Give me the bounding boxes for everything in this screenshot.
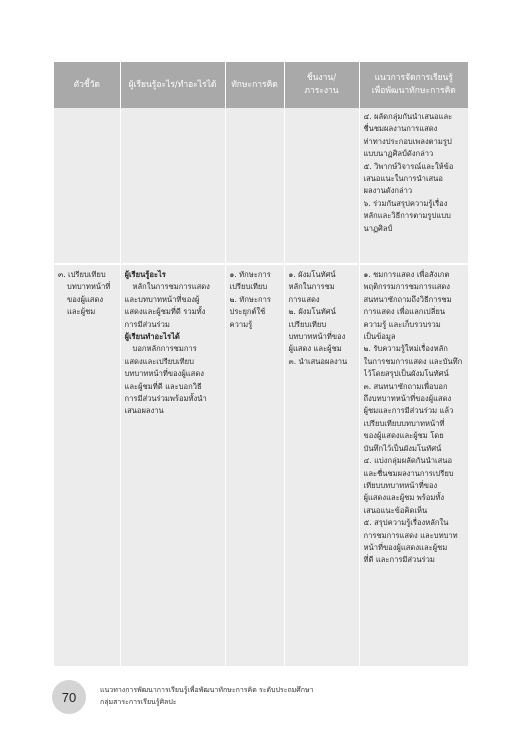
learning-line: บอกหลักการชมการ — [132, 344, 197, 354]
learning-line: และผู้ชมที่ดี และบอกวิธี — [124, 381, 202, 391]
footer-caption — [100, 684, 480, 708]
activity-line: เสนอแนะในการนำเสนอ — [363, 174, 443, 184]
activity-line: ไว้โดยสรุปเป็นผังมโนทัศน์ — [363, 369, 449, 379]
page-number: 70 — [52, 680, 86, 714]
indicator-line: ๓. เปรียบเทียบ — [58, 270, 106, 279]
activity-line: ๔. ผลัดกลุ่มกันนำเสนอและ — [363, 112, 453, 121]
activity-line: การแสดง เพื่อแลกเปลี่ยน — [363, 307, 446, 317]
footer-line-1: แนวทางการพัฒนาการเรียนรู้เพื่อพัฒนาทักษะการคิด ระดับประถมศึกษา — [100, 686, 314, 694]
learners-do-heading: ผู้เรียนทำอะไรได้ — [124, 332, 180, 342]
activity-line: เทียบบทบาทหน้าที่ของ — [363, 480, 438, 490]
header-task: ชิ้นงาน/ ภาระงาน — [284, 62, 359, 108]
skill-line: ความรู้ — [229, 319, 253, 329]
cell-tasks — [284, 264, 359, 666]
activity-line: ๔. แบ่งกลุ่มผลัดกันนำเสนอ — [363, 456, 453, 466]
activity-line: สนทนาซักถามถึงวิธีการชม — [363, 294, 452, 304]
indicator-line: ของผู้แสดง — [67, 294, 104, 304]
learning-line: และบทบาทหน้าที่ของผู้ — [124, 294, 200, 304]
activity-line: ผลงานดังกล่าว — [363, 186, 413, 196]
task-line: ๑. ผังมโนทัศน์ — [288, 270, 336, 279]
indicator-line: บทบาทหน้าที่ — [67, 282, 111, 292]
task-line: บทบาทหน้าที่ของ — [288, 332, 346, 342]
skill-line: ประยุกต์ใช้ — [229, 307, 266, 317]
header-indicator: ตัวชี้วัด — [54, 62, 120, 108]
learning-line: แสดงและผู้ชมที่ดี รวมทั้ง — [124, 307, 206, 317]
footer-line-2: กลุ่มสาระการเรียนรู้ศิลปะ — [100, 698, 177, 706]
cell-thinking-skills — [225, 264, 284, 666]
activity-line: แบบนาฏศิลป์ดังกล่าว — [363, 149, 434, 159]
cell-indicator-empty — [54, 108, 120, 264]
activity-line: บันทึกไว้เป็นผังมโนทัศน์ — [363, 443, 442, 453]
skill-line: ๒. ทักษะการ — [229, 294, 271, 304]
activity-line: ของผู้แสดงและผู้ชม โดย — [363, 431, 444, 441]
activity-line: เปรียบเทียบบทบาทหน้าที่ — [363, 418, 445, 428]
activity-line: ๕. วิพากษ์วิจารณ์และให้ข้อ — [363, 161, 454, 171]
activity-line: ผู้ชมและการมีส่วนร่วม แล้ว — [363, 406, 454, 416]
learning-line: เสนอผลงาน — [124, 406, 164, 416]
task-line: หลักในการชม — [288, 282, 335, 292]
activity-line: ถึงบทบาทหน้าที่ของผู้แสดง — [363, 394, 452, 404]
activity-line: ๑. ชมการแสดง เพื่อสังเกต — [363, 270, 450, 279]
cell-thinking-empty — [225, 108, 284, 264]
learners-know-heading: ผู้เรียนรู้อะไร — [124, 270, 166, 279]
task-line: ผู้แสดง และผู้ชม — [288, 344, 342, 354]
activity-line: ชื่นชมผลงานการแสดง — [363, 124, 438, 134]
cell-activities — [359, 264, 468, 666]
activity-line: ความรู้ และเก็บรวบรวม — [363, 319, 441, 329]
cell-learning — [120, 264, 225, 666]
activity-line: ๕. สรุปความรู้เรื่องหลักใน — [363, 518, 449, 528]
task-line: เปรียบเทียบ — [288, 319, 327, 329]
table-row-continued — [54, 108, 468, 264]
activity-line: ท่าทางประกอบเพลงตามรูป — [363, 136, 452, 146]
activity-line: ผู้แสดงและผู้ชม พร้อมทั้ง — [363, 493, 445, 503]
activity-line: ๓. สนทนาซักถามเพื่อบอก — [363, 381, 448, 391]
activity-line: ที่ดี และการมีส่วนร่วม — [363, 555, 435, 565]
activity-line: หน้าที่ของผู้แสดงและผู้ชม — [363, 542, 448, 552]
indicator-line: และผู้ชม — [67, 307, 96, 317]
learning-line: หลักในการชมการแสดง — [132, 282, 210, 292]
learning-line: การมีส่วนร่วม — [124, 319, 170, 329]
skill-line: เปรียบเทียบ — [229, 282, 268, 292]
table-header-row — [54, 62, 468, 108]
activity-line: หลักและวิธีการตามรูปแบบ — [363, 211, 451, 221]
activity-line: เสนอแนะข้อคิดเห็น — [363, 505, 428, 515]
activity-line: ๒. รับความรู้ใหม่เรื่องหลัก — [363, 344, 448, 354]
curriculum-table — [54, 62, 468, 666]
cell-activities-continued — [359, 108, 468, 264]
activity-line: ๖. ร่วมกันสรุปความรู้เรื่อง — [363, 198, 448, 208]
learning-line: แสดงและเปรียบเทียบ — [124, 356, 194, 366]
task-line: ๒. ผังมโนทัศน์ — [288, 307, 336, 317]
cell-task-empty — [284, 108, 359, 264]
activity-line: เป็นข้อมูล — [363, 332, 396, 342]
activity-line: และชื่นชมผลงานการเปรียบ — [363, 468, 454, 478]
activity-line: ในการชมการแสดง และบันทึก — [363, 356, 463, 366]
header-learning: ผู้เรียนรู้อะไร/ทำอะไรได้ — [120, 62, 225, 108]
cell-learning-empty — [120, 108, 225, 264]
activity-line: นาฏศิลป์ — [363, 223, 393, 233]
task-line: ๓. นำเสนอผลงาน — [288, 356, 348, 366]
cell-indicator — [54, 264, 120, 666]
table-row-indicator-3 — [54, 264, 468, 666]
activity-line: พฤติกรรมการชมการแสดง — [363, 282, 451, 292]
activity-line: การชมการแสดง และบทบาท — [363, 530, 458, 540]
header-thinking-skill: ทักษะการคิด — [225, 62, 284, 108]
task-line: การแสดง — [288, 294, 320, 304]
learning-line: บทบาทหน้าที่ของผู้แสดง — [124, 369, 204, 379]
header-activities: แนวการจัดการเรียนรู้ เพื่อพัฒนาทักษะการคิด — [359, 62, 468, 108]
learning-line: การมีส่วนร่วมพร้อมทั้งนำ — [124, 394, 207, 404]
skill-line: ๑. ทักษะการ — [229, 270, 271, 279]
